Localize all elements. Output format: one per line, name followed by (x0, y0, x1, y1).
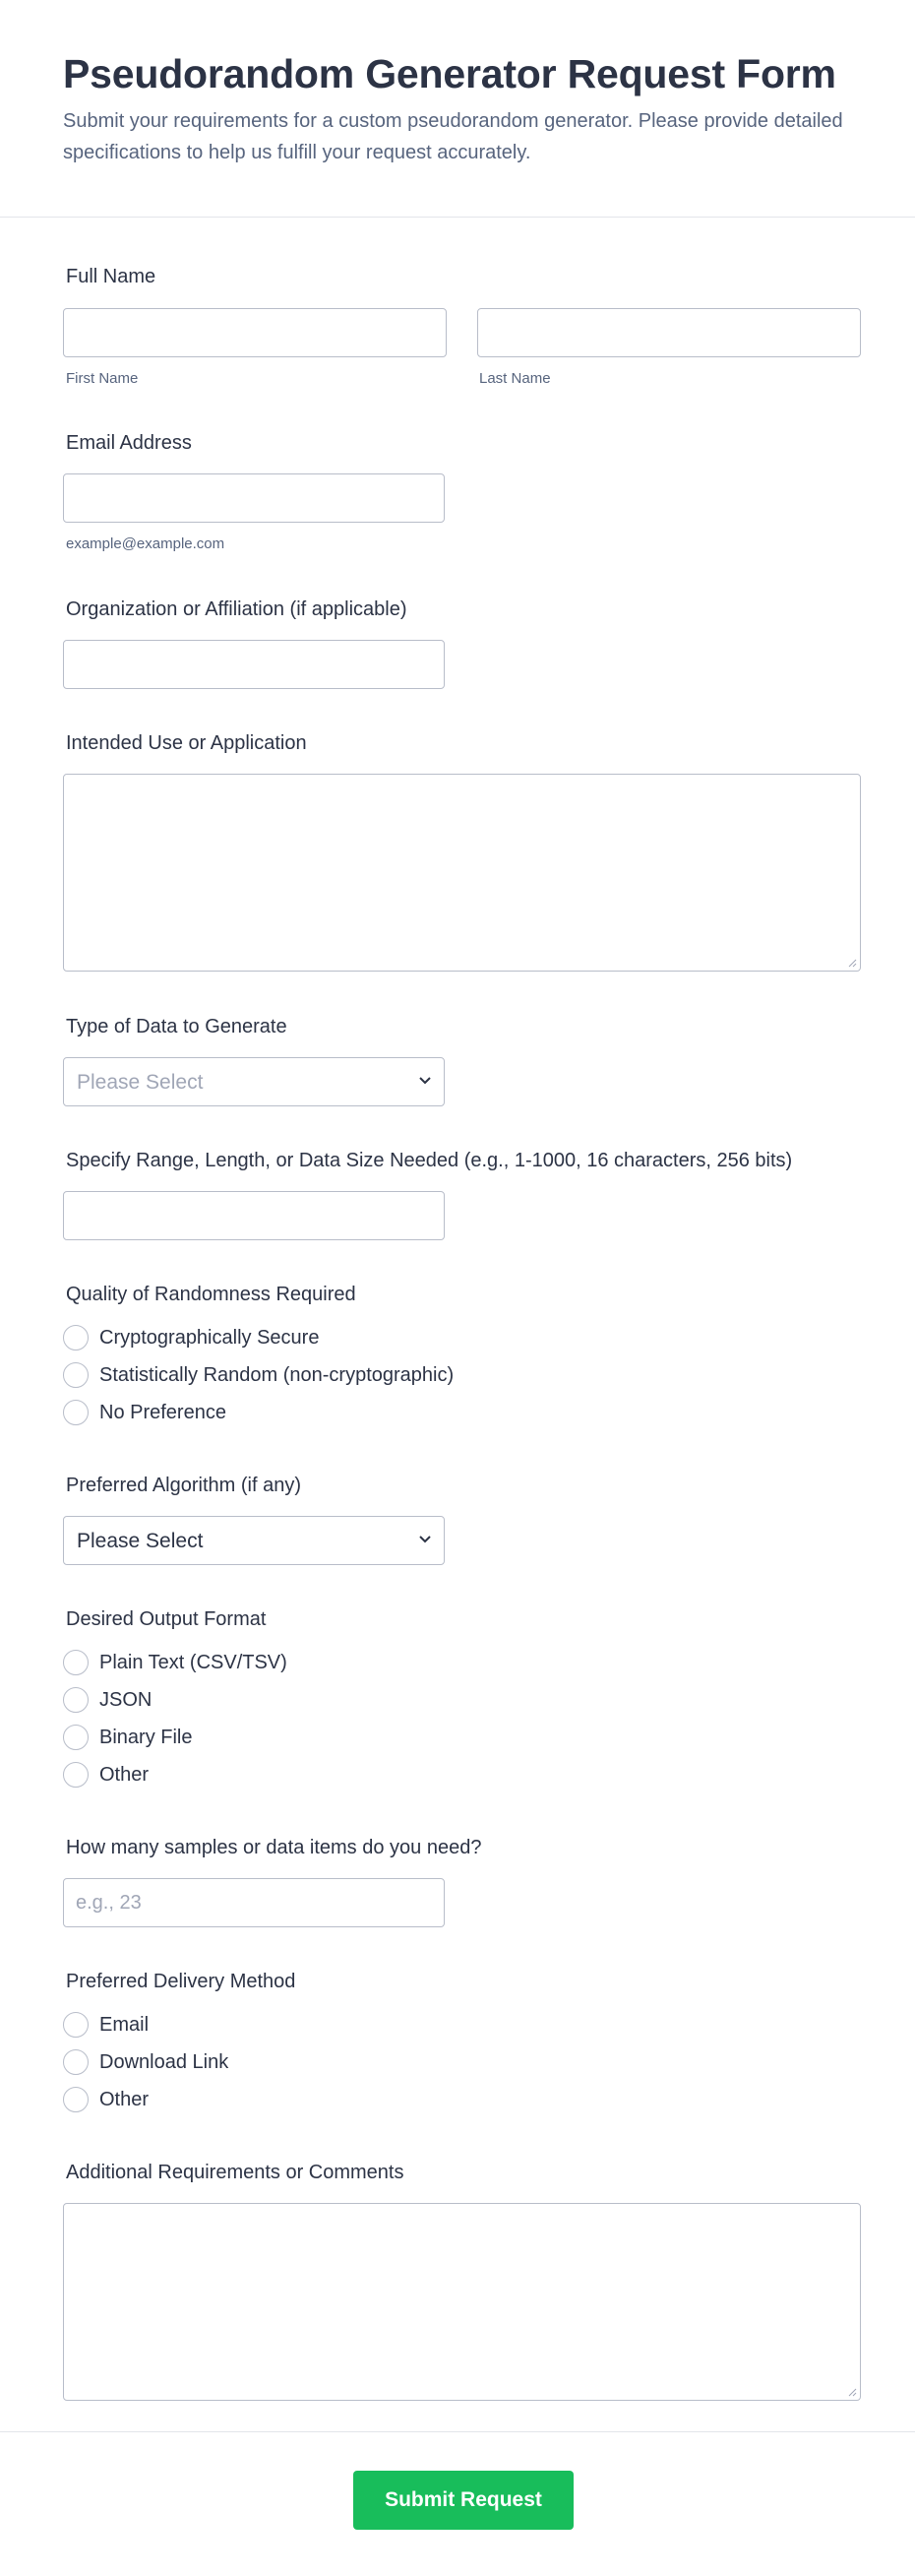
radio-label: No Preference (99, 1402, 226, 1423)
intended-use-textarea[interactable] (63, 774, 861, 972)
radio-button[interactable] (63, 1687, 89, 1713)
first-name-input[interactable] (63, 308, 447, 357)
intended-use-label: Intended Use or Application (66, 732, 307, 754)
quality-label: Quality of Randomness Required (66, 1284, 356, 1305)
first-name-sublabel: First Name (66, 370, 139, 387)
radio-label: Download Link (99, 2051, 229, 2073)
range-input[interactable] (63, 1191, 445, 1240)
footer-divider (0, 2431, 915, 2432)
radio-button[interactable] (63, 1725, 89, 1750)
radio-button[interactable] (63, 1650, 89, 1675)
delivery-label: Preferred Delivery Method (66, 1971, 296, 1992)
radio-label: Email (99, 2014, 150, 2036)
data-type-select[interactable] (63, 1057, 445, 1106)
radio-button[interactable] (63, 2087, 89, 2112)
organization-label: Organization or Affiliation (if applicable) (66, 598, 407, 620)
chevron-down-icon (418, 1535, 432, 1544)
organization-input[interactable] (63, 640, 445, 689)
email-input[interactable] (63, 473, 445, 523)
samples-label: How many samples or data items do you need? (66, 1837, 482, 1858)
radio-label: JSON (99, 1689, 152, 1711)
last-name-sublabel: Last Name (479, 370, 551, 387)
radio-button[interactable] (63, 1762, 89, 1788)
email-sublabel: example@example.com (66, 535, 225, 552)
radio-button[interactable] (63, 1325, 89, 1351)
samples-input[interactable] (63, 1878, 445, 1927)
chevron-down-icon (418, 1076, 432, 1086)
output-format-label: Desired Output Format (66, 1608, 267, 1630)
radio-label: Other (99, 2089, 150, 2110)
radio-label: Plain Text (CSV/TSV) (99, 1652, 287, 1673)
algorithm-label: Preferred Algorithm (if any) (66, 1475, 301, 1496)
radio-button[interactable] (63, 1400, 89, 1425)
range-label: Specify Range, Length, or Data Size Needed (e.g., 1-1000, 16 characters, 256 bits) (66, 1150, 793, 1171)
data-type-label: Type of Data to Generate (66, 1016, 287, 1037)
radio-button[interactable] (63, 2012, 89, 2038)
data-type-selected: Please Select (77, 1071, 204, 1094)
form-subtitle: Submit your requirements for a custom pseudorandom generator. Please provide detailed specifications to help us fulfill your request accurately. (63, 110, 843, 163)
radio-label: Cryptographically Secure (99, 1327, 320, 1349)
algorithm-select[interactable] (63, 1516, 445, 1565)
algorithm-selected: Please Select (77, 1530, 204, 1552)
resize-grip-icon[interactable] (848, 959, 857, 968)
comments-textarea[interactable] (63, 2203, 861, 2401)
radio-label: Other (99, 1764, 150, 1786)
form-header (0, 0, 915, 218)
last-name-input[interactable] (477, 308, 861, 357)
radio-button[interactable] (63, 2049, 89, 2075)
form-title: Pseudorandom Generator Request Form (63, 51, 836, 96)
email-label: Email Address (66, 432, 192, 454)
radio-button[interactable] (63, 1362, 89, 1388)
comments-label: Additional Requirements or Comments (66, 2162, 404, 2183)
resize-grip-icon[interactable] (848, 2388, 857, 2397)
full-name-label: Full Name (66, 266, 156, 287)
radio-label: Statistically Random (non-cryptographic) (99, 1364, 455, 1386)
radio-label: Binary File (99, 1727, 193, 1748)
submit-button[interactable]: Submit Request (353, 2471, 574, 2530)
